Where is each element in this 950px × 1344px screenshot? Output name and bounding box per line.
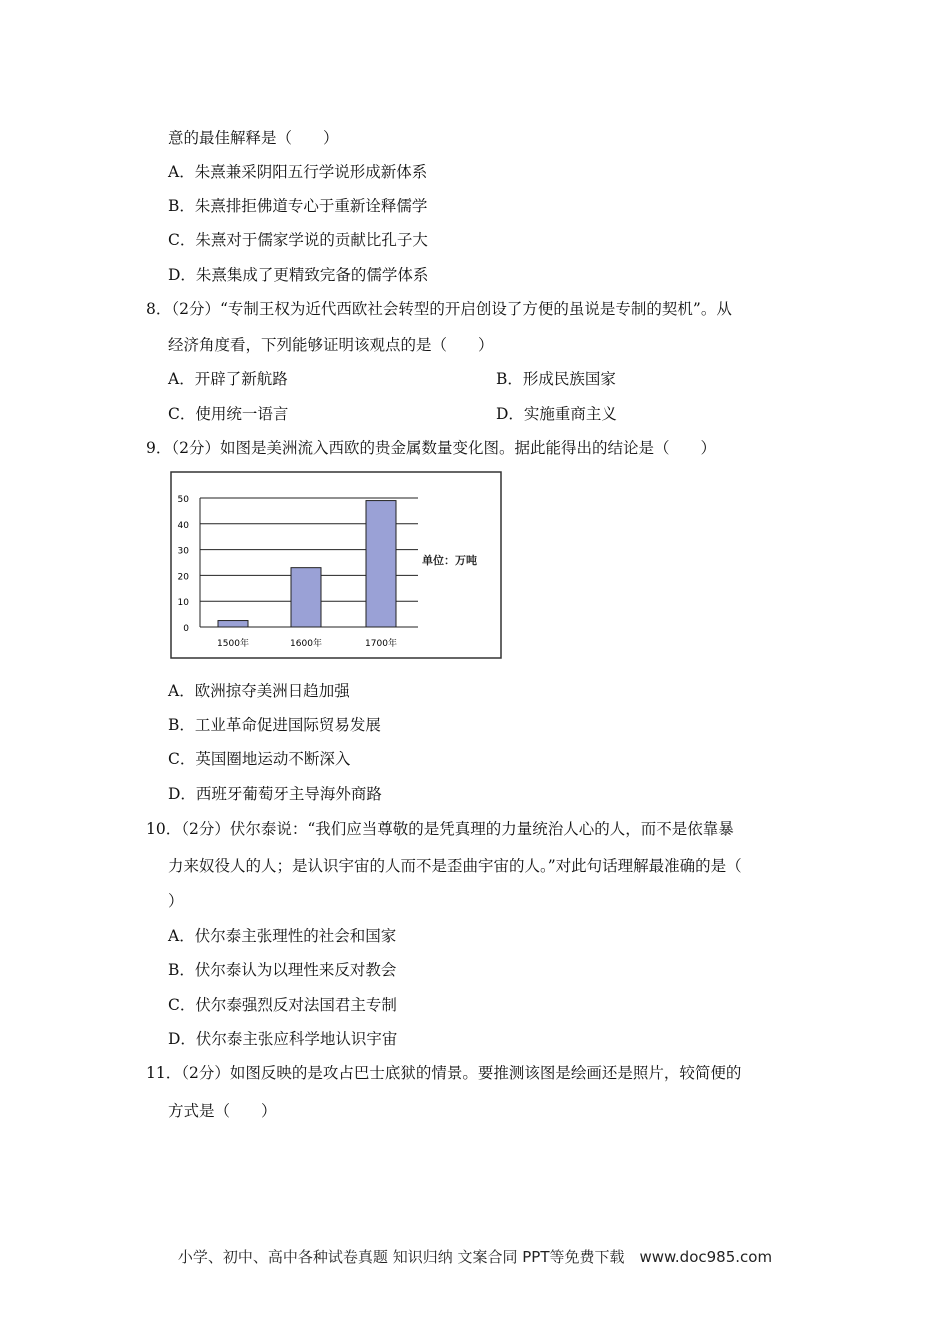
q8-option-c: C．使用统一语言 <box>168 405 289 423</box>
q7-option-d: D．朱熹集成了更精致完备的儒学体系 <box>168 266 429 284</box>
chart-y-tick-label: 0 <box>183 624 189 634</box>
q11-stem-line2: 方式是（ ） <box>168 1102 277 1120</box>
q9-option-b: B．工业革命促进国际贸易发展 <box>168 716 381 734</box>
chart-x-tick-label: 1600年 <box>290 639 322 649</box>
q7-option-a: A．朱熹兼采阴阳五行学说形成新体系 <box>168 163 428 181</box>
chart-y-tick-label: 20 <box>177 572 189 583</box>
q10-option-a: A．伏尔泰主张理性的社会和国家 <box>168 927 397 945</box>
q10-option-d: D．伏尔泰主张应科学地认识宇宙 <box>168 1030 398 1048</box>
chart-unit-label: 单位：万吨 <box>422 554 477 567</box>
chart-x-tick-label: 1500年 <box>217 639 249 649</box>
chart-x-tick-label: 1700年 <box>365 639 397 649</box>
q10-stem-line2: 力来奴役人的人；是认识宇宙的人而不是歪曲宇宙的人。”对此句话理解最准确的是（ <box>168 857 742 875</box>
chart-y-tick-label: 50 <box>177 495 189 505</box>
q8-stem-line2: 经济角度看，下列能够证明该观点的是（ ） <box>168 336 494 354</box>
q9-stem: 9．（2分）如图是美洲流入西欧的贵金属数量变化图。据此能得出的结论是（ ） <box>146 439 716 457</box>
q9-option-c: C．英国圈地运动不断深入 <box>168 750 351 768</box>
chart-y-tick-label: 40 <box>177 520 189 531</box>
q9-option-d: D．西班牙葡萄牙主导海外商路 <box>168 785 382 803</box>
precious-metal-bar-chart <box>170 471 502 659</box>
q7-option-c: C．朱熹对于儒家学说的贡献比孔子大 <box>168 231 428 249</box>
chart-y-tick-label: 10 <box>177 598 189 609</box>
q7-stem-tail: 意的最佳解释是（ ） <box>168 129 339 147</box>
q10-stem-line3: ） <box>168 892 184 910</box>
chart-bar-1700年 <box>366 501 396 627</box>
q10-option-b: B．伏尔泰认为以理性来反对教会 <box>168 961 397 979</box>
q11-stem-line1: 11．（2分）如图反映的是攻占巴士底狱的情景。要推测该图是绘画还是照片，较简便的 <box>146 1064 742 1082</box>
chart-bar-1500年 <box>218 621 248 627</box>
q8-option-a: A．开辟了新航路 <box>168 370 288 388</box>
chart-x-tick-labels <box>217 637 397 649</box>
chart-bar-1600年 <box>291 568 321 627</box>
q8-stem-line1: 8．（2分）“专制王权为近代西欧社会转型的开启创设了方便的虽说是专制的契机”。从 <box>146 300 732 318</box>
q8-option-b: B．形成民族国家 <box>496 370 616 388</box>
q10-stem-line1: 10．（2分）伏尔泰说：“我们应当尊敬的是凭真理的力量统治人心的人，而不是依靠暴 <box>146 820 734 838</box>
q7-option-b: B．朱熹排拒佛道专心于重新诠释儒学 <box>168 197 428 215</box>
q9-option-a: A．欧洲掠夺美洲日趋加强 <box>168 682 350 700</box>
q10-option-c: C．伏尔泰强烈反对法国君主专制 <box>168 996 397 1014</box>
q8-option-d: D．实施重商主义 <box>496 405 617 423</box>
chart-y-tick-label: 30 <box>177 546 189 557</box>
page-footer: 小学、初中、高中各种试卷真题 知识归纳 文案合同 PPT等免费下载 www.doc985.com <box>177 1248 773 1266</box>
